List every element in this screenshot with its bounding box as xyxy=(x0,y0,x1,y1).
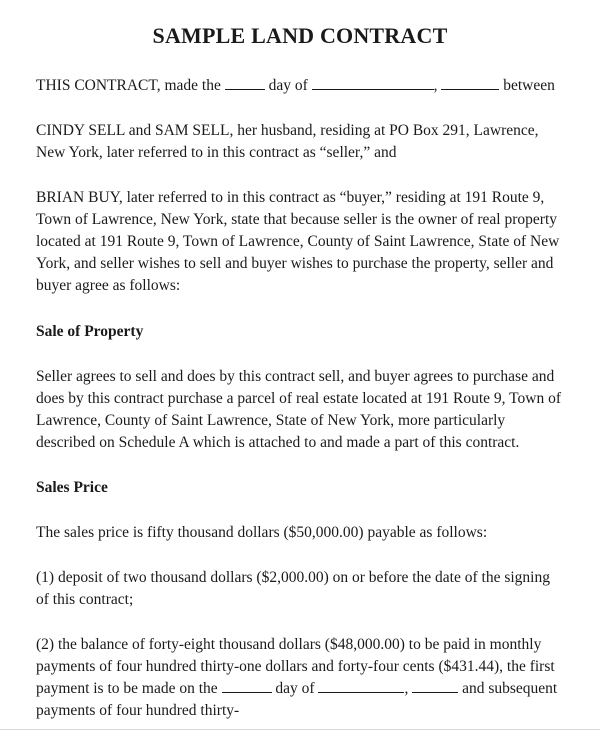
item2-the: the xyxy=(198,680,218,697)
year-blank[interactable] xyxy=(441,75,499,90)
item2-rest: and subsequent payments of four hundred thirty- xyxy=(36,680,558,719)
intro-comma: , xyxy=(433,77,438,94)
month-blank[interactable] xyxy=(312,75,434,90)
item2-comma: , xyxy=(404,680,409,697)
payment-item-1: (1) deposit of two thousand dollars ($2,000.00) on or before the date of the signing of this contract; xyxy=(36,569,550,608)
payment-item-2-text: (2) the balance of forty-eight thousand dollars ($48,000.00) to be paid in monthly payments of four hundred thirty-one dollars and forty-four cents ($431.44), the first payment is to be made on xyxy=(36,636,555,697)
first-payment-year-blank[interactable] xyxy=(412,678,458,693)
sales-price-paragraph: The sales price is fifty thousand dollars ($50,000.00) payable as follows: xyxy=(36,524,488,541)
document-title: SAMPLE LAND CONTRACT xyxy=(152,23,448,48)
sale-of-property-heading: Sale of Property xyxy=(36,323,144,340)
seller-paragraph: CINDY SELL and SAM SELL, her husband, residing at PO Box 291, Lawrence, New York, later referred to in this contract as “seller,” and xyxy=(36,122,539,161)
item2-day-of: day of xyxy=(275,680,315,697)
intro-text-made: THIS CONTRACT, made the xyxy=(36,77,221,94)
contract-intro-line xyxy=(36,75,564,97)
first-payment-day-blank[interactable] xyxy=(222,678,272,693)
payment-item-2 xyxy=(36,634,564,722)
sales-price-heading: Sales Price xyxy=(36,479,108,496)
intro-text-between: between xyxy=(503,77,555,94)
intro-text-day-of: day of xyxy=(268,77,308,94)
first-payment-month-blank[interactable] xyxy=(318,678,404,693)
day-blank[interactable] xyxy=(225,75,265,90)
sale-of-property-paragraph: Seller agrees to sell and does by this contract sell, and buyer agrees to purchase and does by this contract purchase a parcel of real estate located at 191 Route 9, Town of Lawrence, County of Saint Lawrence, State of New York, more particularly described on Schedule A which is attached to and made a part of this contract. xyxy=(36,368,562,451)
buyer-paragraph: BRIAN BUY, later referred to in this contract as “buyer,” residing at 191 Route 9, Town of Lawrence, New York, state that because seller is the owner of real property located at 191 Route 9, Town of Lawrence, County of Saint Lawrence, State of New York, and seller wishes to sell and buyer wishes to purchase the property, seller and buyer agree as follows: xyxy=(36,189,560,294)
